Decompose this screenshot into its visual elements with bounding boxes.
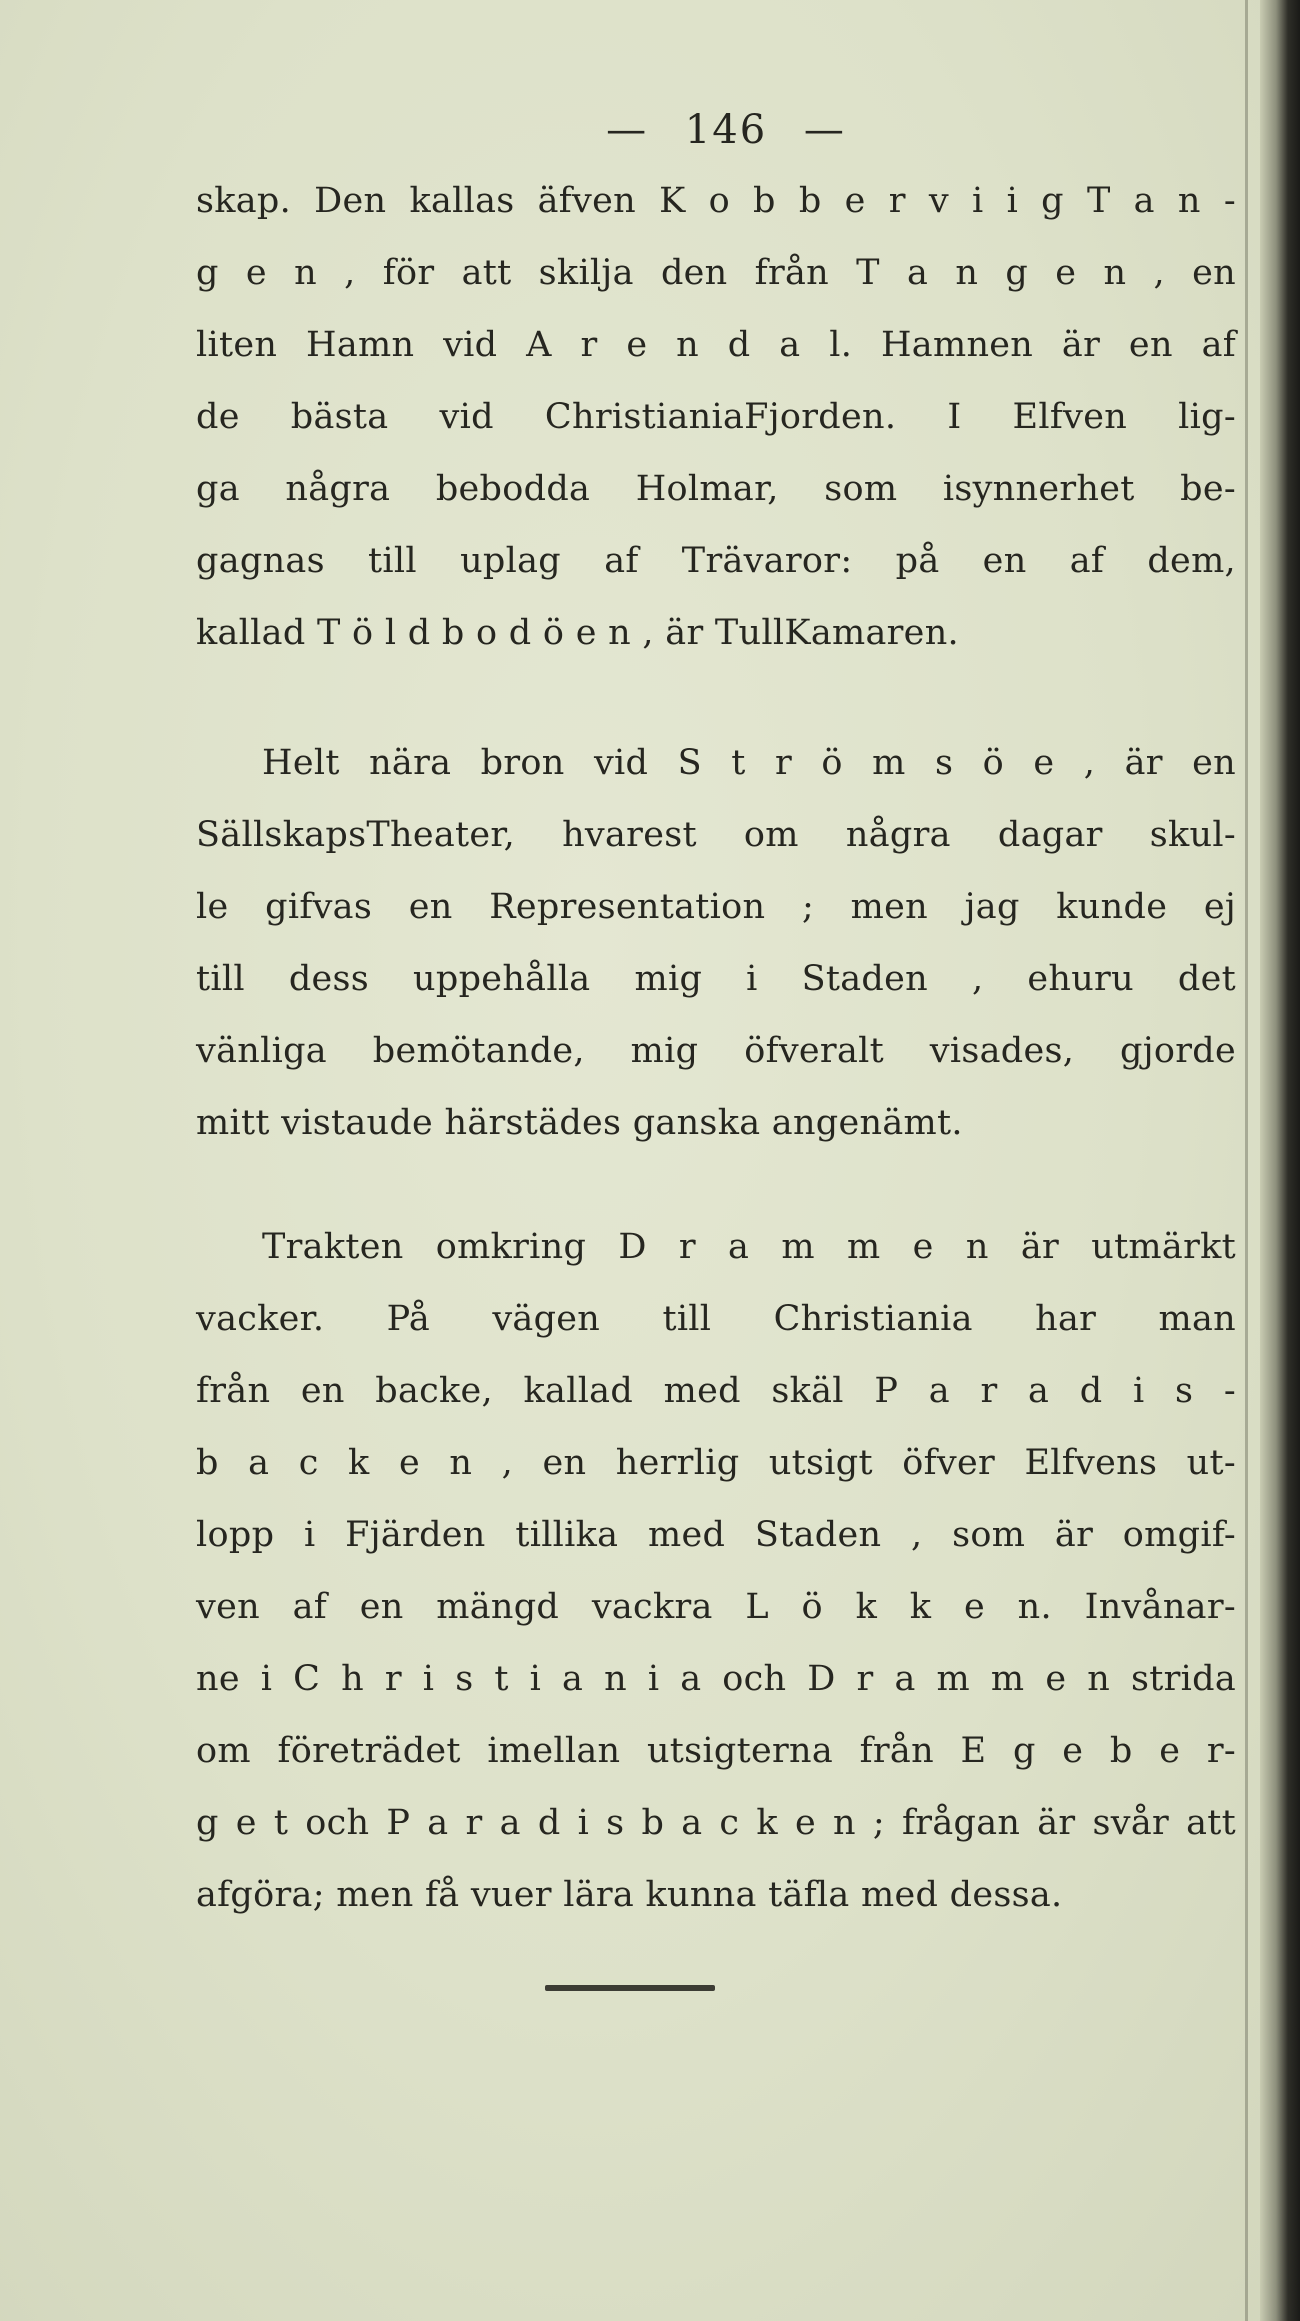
text-line: ga några bebodda Holmar, som isynnerhet be- bbox=[196, 469, 1236, 509]
end-rule bbox=[545, 1985, 715, 1991]
page-number: 146 bbox=[684, 107, 768, 153]
paragraph-1 bbox=[196, 165, 1236, 669]
text-line: vacker. På vägen till Christiania har man bbox=[196, 1299, 1236, 1339]
text-line: om företrädet imellan utsigterna från E g e b e r- bbox=[196, 1731, 1236, 1771]
text-line: g e n , för att skilja den från T a n g e n , en bbox=[196, 253, 1236, 293]
text-line: SällskapsTheater, hvarest om några dagar skul- bbox=[196, 815, 1236, 855]
text-line: g e t och P a r a d i s b a c k e n ; frågan är svår att bbox=[196, 1803, 1236, 1843]
page-header bbox=[216, 95, 1236, 165]
paragraph-2 bbox=[196, 727, 1236, 1159]
text-line: till dess uppehålla mig i Staden , ehuru det bbox=[196, 959, 1236, 999]
text-line: skap. Den kallas äfven K o b b e r v i i g T a n - bbox=[196, 181, 1236, 221]
text-line: de bästa vid ChristianiaFjorden. I Elfven lig- bbox=[196, 397, 1236, 437]
text-line: ven af en mängd vackra L ö k k e n. Invånar- bbox=[196, 1587, 1236, 1627]
paragraph-3 bbox=[196, 1211, 1236, 1931]
header-dash-right: — bbox=[803, 107, 846, 153]
page-text bbox=[196, 95, 1236, 1931]
text-line: Trakten omkring D r a m m e n är utmärkt bbox=[262, 1227, 1236, 1267]
text-line: liten Hamn vid A r e n d a l. Hamnen är en af bbox=[196, 325, 1236, 365]
paragraph-gap bbox=[196, 1159, 1236, 1211]
text-line: Helt nära bron vid S t r ö m s ö e , är en bbox=[262, 743, 1236, 783]
text-line: ne i C h r i s t i a n i a och D r a m m e n strida bbox=[196, 1659, 1236, 1699]
text-line: från en backe, kallad med skäl P a r a d i s - bbox=[196, 1371, 1236, 1411]
text-line: kallad T ö l d b o d ö e n , är TullKamaren. bbox=[196, 613, 959, 653]
header-dash-left: — bbox=[606, 107, 649, 153]
page-edge-shadow bbox=[1245, 0, 1248, 2321]
text-line: mitt vistaude härstädes ganska angenämt. bbox=[196, 1103, 963, 1143]
text-line: afgöra; men få vuer lära kunna täfla med dessa. bbox=[196, 1875, 1063, 1915]
text-line: b a c k e n , en herrlig utsigt öfver Elfvens ut- bbox=[196, 1443, 1236, 1483]
text-line: lopp i Fjärden tillika med Staden , som är omgif- bbox=[196, 1515, 1236, 1555]
paragraph-gap bbox=[196, 669, 1236, 727]
book-spine bbox=[1260, 0, 1300, 2321]
text-line: gagnas till uplag af Trävaror: på en af dem, bbox=[196, 541, 1236, 581]
text-line: vänliga bemötande, mig öfveralt visades, gjorde bbox=[196, 1031, 1236, 1071]
text-line: le gifvas en Representation ; men jag kunde ej bbox=[196, 887, 1236, 927]
